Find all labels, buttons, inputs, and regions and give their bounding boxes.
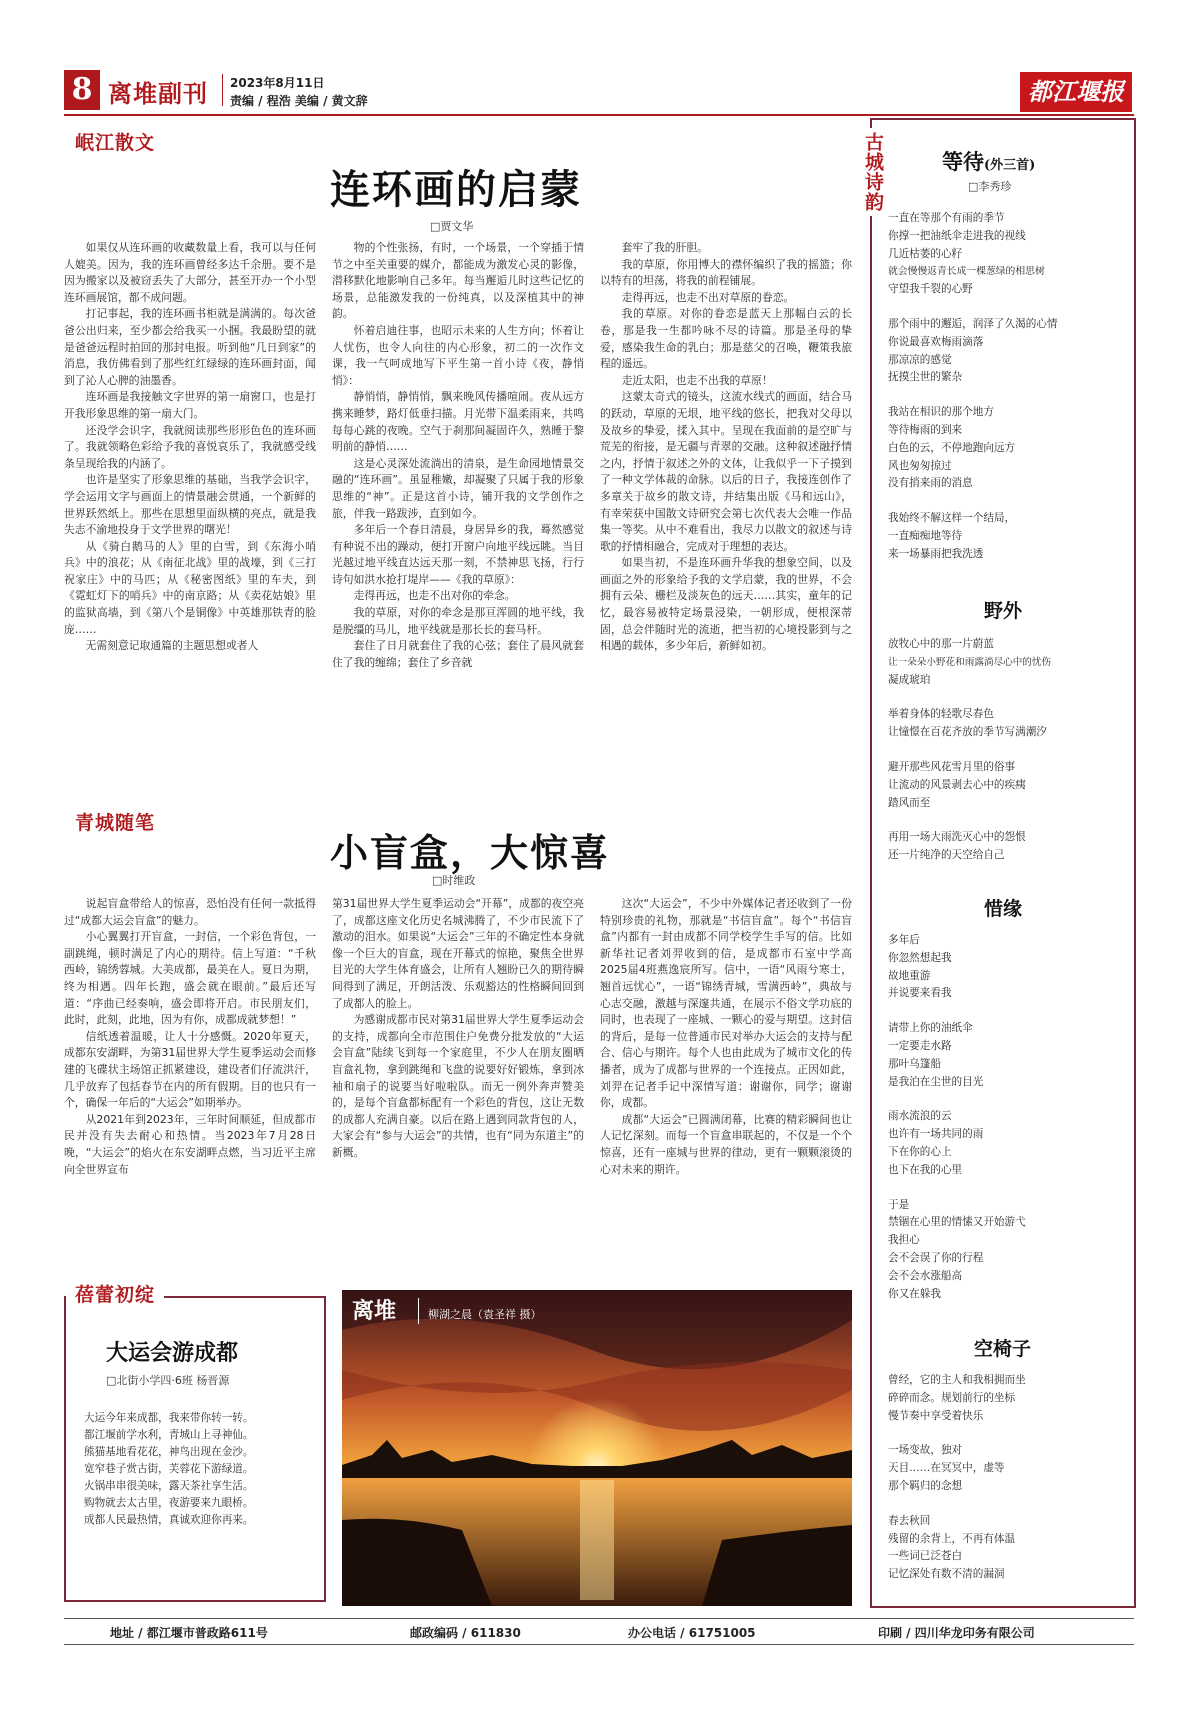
footer-address: 地址 / 都江堰市普政路611号 — [110, 1626, 268, 1640]
sidebar-title: 等待(外三首) — [942, 149, 1036, 174]
poem-title-xiyuan: 惜缘 — [984, 898, 1023, 920]
sidebar-column-label: 古城诗韵 — [862, 128, 884, 216]
poem-title-kongyizi: 空椅子 — [974, 1338, 1032, 1360]
column-label-beilei: 蓓蕾初绽 — [75, 1284, 156, 1306]
article2-column-1: 说起盲盒带给人的惊喜，恐怕没有任何一款抵得过“成都大运会盲盒”的魅力。 小心翼翼打开盲盒，一封信，一个彩色背包，一副跳绳，顿时满足了内心的期待。信上写道：“千秋西岭，锦绣蓉城。大美成都，最美在人。夏日为期，终为相遇。四年长跑，盛会就在眼前。”最后还写道：“序曲已经奏响，盛会即将开启。市民朋友们，此时，此刻，此地，因为有你，成都成就梦想！” 信纸透着温暖，让人十分感慨。2020年夏天，成都东安湖畔，为第31届世界大学生夏季运动会而修建的飞碟状主场馆正抓紧建设，建设者们仔流洪汗，几乎放弃了包括春节在内的所有假期。目的也只有一个，确保一年后的“大运会”如期举办。 从2021年到2023年，三年时间顺延，但成都市民并没有失去耐心和热情。当2023年7月28日晚，“大运会”的焰火在东安湖畔点燃，当习近平主席向全世界宣布 — [64, 897, 316, 1176]
article1-column-1: 如果仅从连环画的收藏数量上看，我可以与任何人媲美。因为，我的连环画曾经多达千余册。要不是因为搬家以及被窃丢失了大部分，甚至开办一个小型连环画展馆，都不成问题。 打记事起，我的连环画书柜就是满满的。每次爸爸公出归来，至少都会给我买一小捆。我最盼望的就是爸爸远程时拍回的那封电报。听到他“几日到家”的消息，我仿佛看到了那些红红绿绿的连环画封面，闻到了沁人心脾的油墨香。 连环画是我接触文字世界的第一扇窗口，也是打开我形象思维的第一扇大门。 还没学会识字，我就阅读那些形形色色的连环画了。我就领略色彩给予我的喜悦哀乐了，我就感受线条呈现给我的内涵了。 也许是坚实了形象思维的基础，当我学会识字，学会运用文字与画面上的情景融会贯通，一个新鲜的世界跃然纸上。那些在思想里面纵横的亮点，就是我失志不渝地投身于文学世界的曙光！ 从《骑白鹅马的人》里的白雪，到《东海小哨兵》中的浪花；从《南征北战》里的战壕，到《三打祝家庄》中的马匹；从《秘密图纸》里的车夫，到《霓虹灯下的哨兵》中的南京路；从《卖花姑娘》里的监狱高墙，到《第八个是铜像》中英雄那铁青的脸庞…… 无需刻意记取通篇的主题思想或者人 — [64, 241, 316, 653]
footer-phone: 办公电话 / 61751005 — [628, 1626, 756, 1640]
poem-title-yewai: 野外 — [984, 600, 1023, 622]
poem-xiyuan: 多年后 你忽然想起我 故地重游 并说要来看我 请带上你的油纸伞 一定要走水路 那叶乌篷船 是我泊在尘世的目光 雨水流浪的云 也许有一场共同的雨 下在你的心上 也下在我的心里 于是 禁锢在心里的情愫又开始游弋 我担心 会不会误了你的行程 会不会水涨船高 你又在躲我 — [888, 934, 1026, 1300]
section-title: 离堆副刊 — [108, 79, 208, 108]
photo-caption: 柳湖之晨（袁圣祥 摄） — [428, 1308, 542, 1321]
kids-poem-byline: □北街小学四·6班 杨晋源 — [106, 1374, 230, 1387]
newspaper-logo: 都江堰报 — [1020, 72, 1132, 112]
article1-byline: □贾文华 — [430, 220, 474, 233]
header-divider — [222, 74, 223, 106]
article2-byline: □时维政 — [432, 874, 476, 887]
kids-frame-top — [164, 1296, 324, 1298]
column-label-minjiang: 岷江散文 — [75, 132, 156, 154]
sidebar-byline: □李秀珍 — [968, 180, 1012, 193]
footer-postcode: 邮政编码 / 611830 — [410, 1626, 521, 1640]
poem-waiting: 一直在等那个有雨的季节 你撑一把油纸伞走进我的视线 几近枯萎的心籽 就会慢慢返青长成一棵葱绿的相思树 守望我千裂的心野 那个雨中的邂逅，润泽了久渴的心情 你说最喜欢梅雨滴落 那凉凉的感觉 抚摸尘世的繁杂 我站在相识的那个地方 等待梅雨的到来 白色的云，不停地跑向远方 风也匆匆掠过 没有捎来雨的消息 我始终不解这样一个结局， 一直痴痴地等待 来一场暴雨把我洗透 — [888, 212, 1058, 560]
column-label-qingcheng: 青城随笔 — [75, 812, 156, 834]
article2-column-3: 这次“大运会”，不少中外媒体记者还收到了一份特别珍贵的礼物，那就是“书信盲盒”。每个“书信盲盒”内都有一封由成都不同学校学生手写的信。比如新华社记者刘羿收到的信，是成都市石室中学高2025届4班燕逸宸所写。信中，一语“风雨兮寒士，翘首远忧心”，一语“锦绣青城，雪满西岭”，典故与心志交融，激越与深邃共通，在展示不俗文学功底的同时，也表现了一座城、一颗心的爱与期望。这封信的背后，是每一位普通市民对举办大运会的支持与配合、信心与期许。每个人也由此成为了城市文化的传播者，成为了成都与世界的一个连接点。正因如此，刘羿在记者手记中深情写道：谢谢你，同学；谢谢你，成都。 成都“大运会”已圆满闭幕，比赛的精彩瞬间也让人记忆深刻。而每一个盲盒串联起的，不仅是一个个惊喜，还有一座城与世界的律动，更有一颗颗滚烫的心对未来的期许。 — [600, 897, 852, 1176]
poem-yewai: 放牧心中的那一片蔚蓝 让一朵朵小野花和雨露淌尽心中的忧伤 凝成琥珀 举着身体的轻歌尽春色 让憧憬在百花齐放的季节写满潮汐 避开那些风花雪月里的俗事 让流动的风景剥去心中的疾痍 踏风而至 再用一场大雨洗灭心中的怨恨 还一片纯净的天空给自己 — [888, 638, 1052, 862]
article2-column-2: 第31届世界大学生夏季运动会“开幕”，成都的夜空亮了，成都这座文化历史名城沸腾了，不少市民流下了激动的泪水。如果说“大运会”三年的不确定性本身就像一个巨大的盲盒，现在开幕式的惊艳，聚焦全世界目光的大学生体育盛会，让所有人翘盼已久的期待瞬间得到了满足，开朗活泼、乐观豁达的性格瞬间回到了成都人的脸上。 为感谢成都市民对第31届世界大学生夏季运动会的支持，成都向全市范围住户免费分批发放的“大运会盲盒”陆续飞到每一个家庭里，不少人在朋友圈晒盲盒礼物，拿到跳绳和飞盘的说要好好锻炼，拿到冰袖和扇子的说要当好啦啦队。而无一例外奔声赞美的，是每个盲盒都标配有一个彩色的背包，这让无数的成都人充满自豪。以后在路上遇到同款背包的人，大家会有“参与大运会”的共情，也有“同为东道主”的新概。 — [332, 897, 584, 1159]
editors: 责编 / 程浩 美编 / 黄文辞 — [230, 94, 368, 108]
footer-printer: 印刷 / 四川华龙印务有限公司 — [878, 1626, 1035, 1640]
photo-title-divider — [418, 1298, 419, 1324]
footer-rule-bottom — [64, 1644, 1134, 1645]
article2-title: 小盲盒，大惊喜 — [330, 830, 611, 875]
footer-rule — [64, 1618, 1134, 1619]
page-number-badge: 8 — [64, 70, 100, 110]
header-rule — [64, 114, 1134, 116]
article1-column-2: 物的个性张扬，有时，一个场景，一个穿插于情节之中至关重要的媒介，都能成为激发心灵的影像，潜移默化地影响自己多年。每当邂逅儿时这些记忆的场景，总能激发我的一份纯真，以及深植其中的神韵。 怀着启迪往事，也昭示未来的人生方向；怀着让人忧伤，也令人向往的内心形象，初二的一次作文课，我一气呵成地写下平生第一首小诗《夜，静悄悄》： 静悄悄，静悄悄，飘来晚风传播喧闹。夜从远方携来睡梦，路灯低垂扫描。月光带下温柔雨来，共鸣每每心跳的夜晚。空气于刹那间凝固许久，熟睡于黎明前的静悄…… 这是心灵深处流淌出的清泉，是生命园地情景交融的“连环画”。虽显稚嫩，却凝聚了只属于我的形象思维的“神”。正是这首小诗，铺开我的文学创作之旅，伴我一路跋涉，直到如今。 多年后一个春日清晨，身居异乡的我，蓦然感觉有种说不出的躁动，便打开窗户向地平线远眺。当目光越过地平线直达远天那一刻，不禁神思飞扬，行行诗句如洪水抢打堤岸——《我的草原》： 走得再远，也走不出对你的牵念。 我的草原，对你的牵念是那亘浑圆的地平线，我是脱缰的马儿，地平线就是那长长的套马杆。 套住了日月就套住了我的心弦；套住了晨风就套住了我的缠绵；套住了乡音就 — [332, 241, 584, 669]
kids-poem-title: 大运会游成都 — [106, 1340, 239, 1366]
photo-title: 离堆 — [352, 1298, 397, 1324]
sunset-photo — [342, 1290, 852, 1606]
issue-date: 2023年8月11日 — [230, 76, 325, 90]
poem-kongyizi: 曾经，它的主人和我相拥而坐 碎碎而念。规划前行的坐标 慢节奏中享受着快乐 一场变故，独对 天目……在冥冥中，虚等 那个羁归的念想 春去秋回 残留的余背上，不再有体温 一些词已泛苍白 记忆深处有数不清的漏洞 — [888, 1374, 1026, 1581]
article1-column-3: 套牢了我的肝胆。 我的草原，你用博大的襟怀编织了我的摇篮；你以特有的坦荡，将我的前程铺展。 走得再远，也走不出对草原的眷恋。 我的草原。对你的眷恋是蓝天上那幅白云的长卷，那是我一生都吟咏不尽的诗篇。那是圣母的挚爱，感染我生命的乳白；那是慈父的召唤，鞭策我旅程的遥远。 走近太阳，也走不出我的草原！ 这蒙太奇式的镜头，这流水线式的画面，结合马的跃动，草原的无垠，地平线的悠长，把我对父母以及故乡的挚爱，揉入其中。呈现在我面前的是空旷与荒芜的衔接，是无疆与青翠的交融。这种叙述融抒情之内，抒情于叙述之外的文体，让我似乎一下子摸到了一种文学体裁的命脉。以后的日子，我接连创作了多章关于故乡的散文诗，并结集出版《马和远山》，有幸荣获中国散文诗研究会第七次代表大会唯一作品集一等奖。从中不难看出，我尽力以散文的叙述与诗歌的抒情相融合，完成对于理想的表达。 如果当初，不是连环画升华我的想象空间，以及画面之外的形象给予我的文学启蒙，我的世界，不会拥有云朵、栅栏及淡灰色的远天……其实，童年的记忆，最容易被特定场景浸染，一朝形成，便根深蒂固，总会伴随时光的流逝，把当初的心境投影到与之相遇的载体，多少年后，新鲜如初。 — [600, 241, 852, 653]
kids-poem-body: 大运今年来成都，我来带你转一转。 都江堰前学水利，青城山上寻神仙。 熊猫基地看花花，神鸟出现在金沙。 宽窄巷子赏古街，芙蓉花下游绿道。 火锅串串很美味，露天茶社享生活。 购物就去太古里，夜游要来九眼桥。 成都人民最热情，真诚欢迎你再来。 — [84, 1412, 254, 1526]
article1-title: 连环画的启蒙 — [330, 166, 582, 213]
